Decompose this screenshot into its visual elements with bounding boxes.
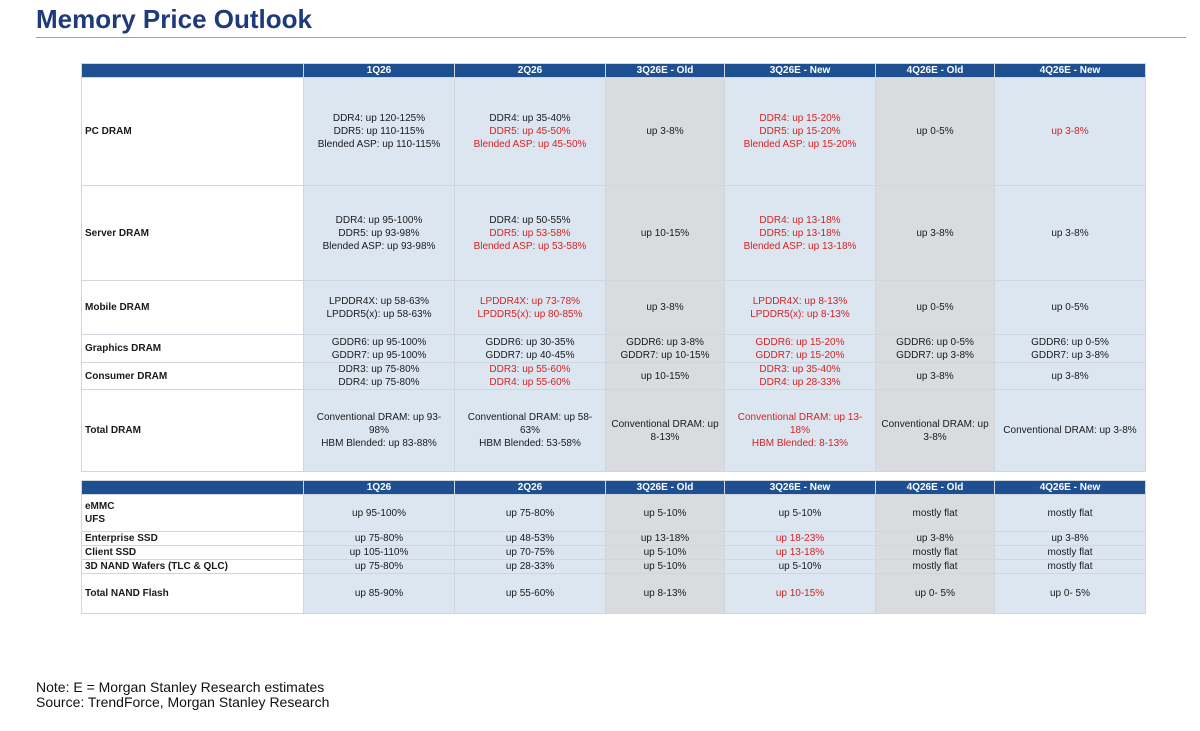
cell-line-revised: GDDR6: up 15-20% <box>755 336 845 348</box>
cell-line: up 0-5% <box>1051 302 1089 313</box>
row-label: Total NAND Flash <box>82 574 304 614</box>
row-label: Enterprise SSD <box>82 532 304 546</box>
cell-line: GDDR6: up 95-100% <box>331 336 427 348</box>
cell-line: up 3-8% <box>916 227 954 239</box>
cell-1q26: up 105-110% <box>304 546 455 560</box>
cell-line-revised: LPDDR5(x): up 8-13% <box>750 308 850 320</box>
header-1q26: 1Q26 <box>304 64 455 78</box>
row-label <box>82 495 304 532</box>
cell-line: DDR5: up 93-98% <box>338 227 420 239</box>
cell-line: up 3-8% <box>646 302 684 313</box>
cell-1q26 <box>304 281 455 335</box>
cell-3q26e-old: up 5-10% <box>606 546 725 560</box>
cell-3q26e-new: up 5-10% <box>725 560 876 574</box>
cell-line: Conventional DRAM: up 93- <box>316 412 442 423</box>
cell-1q26: up 85-90% <box>304 574 455 614</box>
cell-4q26e-new: up 3-8% <box>995 532 1146 546</box>
cell-line: GDDR7: up 3-8% <box>1031 349 1109 361</box>
cell-4q26e-new <box>995 186 1146 281</box>
cell-line-revised: Blended ASP: up 13-18% <box>743 240 857 252</box>
cell-3q26e-new: up 5-10% <box>725 495 876 532</box>
cell-3q26e-old <box>606 186 725 281</box>
row-total-dram <box>82 390 1146 472</box>
cell-line-revised: DDR3: up 35-40% <box>759 364 841 375</box>
cell-line: GDDR7: up 95-100% <box>331 349 427 361</box>
cell-2q26: up 75-80% <box>455 495 606 532</box>
cell-line-revised: DDR5: up 13-18% <box>759 227 841 239</box>
header-4q26e-old: 4Q26E - Old <box>876 64 995 78</box>
cell-line: Conventional DRAM: up 58- <box>467 412 593 423</box>
cell-2q26: up 55-60% <box>455 574 606 614</box>
header-4q26e-new: 4Q26E - New <box>995 481 1146 495</box>
cell-line-revised: DDR5: up 15-20% <box>759 126 841 137</box>
cell-line-revised: GDDR7: up 15-20% <box>755 349 845 361</box>
cell-line: GDDR7: up 10-15% <box>620 349 710 361</box>
cell-line: up 0-5% <box>916 126 954 137</box>
cell-3q26e-new <box>725 78 876 186</box>
cell-1q26: up 75-80% <box>304 560 455 574</box>
cell-4q26e-old: mostly flat <box>876 560 995 574</box>
cell-line: DDR4: up 35-40% <box>489 113 571 124</box>
cell-line: Conventional DRAM: up <box>881 418 989 430</box>
cell-4q26e-old <box>876 186 995 281</box>
cell-3q26e-old: up 5-10% <box>606 560 725 574</box>
cell-line-revised: DDR5: up 45-50% <box>489 126 571 137</box>
cell-line: GDDR6: up 30-35% <box>485 336 575 348</box>
header-1q26: 1Q26 <box>304 481 455 495</box>
cell-line: GDDR6: up 0-5% <box>896 336 974 348</box>
header-4q26e-old: 4Q26E - Old <box>876 481 995 495</box>
cell-4q26e-old: mostly flat <box>876 546 995 560</box>
cell-3q26e-new: up 18-23% <box>725 532 876 546</box>
cell-3q26e-new <box>725 363 876 390</box>
cell-line-revised: Blended ASP: up 53-58% <box>473 240 587 252</box>
cell-4q26e-new: mostly flat <box>995 560 1146 574</box>
row-pc-dram <box>82 78 1146 186</box>
nand-header-row <box>82 481 1146 495</box>
cell-line-revised: DDR4: up 28-33% <box>759 377 841 388</box>
cell-4q26e-old <box>876 390 995 472</box>
cell-3q26e-new <box>725 281 876 335</box>
cell-line: DDR4: up 75-80% <box>338 377 420 388</box>
cell-3q26e-old: up 8-13% <box>606 574 725 614</box>
row-label: 3D NAND Wafers (TLC & QLC) <box>82 560 304 574</box>
cell-line-revised: Blended ASP: up 45-50% <box>473 139 587 150</box>
cell-line: DDR5: up 110-115% <box>333 126 425 137</box>
cell-line-revised: DDR5: up 53-58% <box>489 227 571 239</box>
cell-line-revised: 18% <box>789 425 810 436</box>
cell-line: DDR3: up 75-80% <box>338 364 420 375</box>
cell-2q26 <box>455 363 606 390</box>
row-label-line: eMMC <box>85 501 115 512</box>
cell-2q26 <box>455 186 606 281</box>
cell-2q26: up 70-75% <box>455 546 606 560</box>
cell-1q26: up 75-80% <box>304 532 455 546</box>
cell-line-revised: LPDDR5(x): up 80-85% <box>477 308 583 320</box>
cell-line: GDDR6: up 0-5% <box>1031 336 1109 348</box>
cell-3q26e-new: up 10-15% <box>725 574 876 614</box>
cell-line-revised: DDR4: up 13-18% <box>759 214 841 226</box>
row-enterprise-ssd <box>82 532 1146 546</box>
cell-line: up 3-8% <box>916 370 954 382</box>
cell-4q26e-new <box>995 335 1146 363</box>
row-3d-nand-wafers <box>82 560 1146 574</box>
page-title: Memory Price Outlook <box>36 4 312 34</box>
cell-4q26e-new <box>995 281 1146 335</box>
cell-1q26 <box>304 363 455 390</box>
cell-line: Blended ASP: up 93-98% <box>322 240 436 252</box>
cell-3q26e-old <box>606 390 725 472</box>
cell-4q26e-new: mostly flat <box>995 495 1146 532</box>
cell-4q26e-old <box>876 281 995 335</box>
cell-4q26e-old <box>876 78 995 186</box>
cell-line: Conventional DRAM: up 3-8% <box>1003 425 1137 436</box>
cell-2q26 <box>455 281 606 335</box>
cell-line: HBM Blended: up 83-88% <box>321 438 437 449</box>
cell-line: up 10-15% <box>640 370 690 382</box>
cell-line: GDDR6: up 3-8% <box>626 336 704 348</box>
cell-line: up 3-8% <box>1051 227 1089 239</box>
cell-1q26 <box>304 390 455 472</box>
cell-3q26e-new <box>725 186 876 281</box>
cell-line-revised: DDR4: up 55-60% <box>489 377 571 388</box>
cell-4q26e-new: mostly flat <box>995 546 1146 560</box>
cell-3q26e-old: up 5-10% <box>606 495 725 532</box>
cell-2q26 <box>455 390 606 472</box>
row-graphics-dram <box>82 335 1146 363</box>
cell-line: up 3-8% <box>1051 370 1089 382</box>
cell-4q26e-new <box>995 390 1146 472</box>
note-source: Source: TrendForce, Morgan Stanley Research <box>36 694 330 710</box>
cell-line: 98% <box>368 425 389 436</box>
cell-2q26: up 28-33% <box>455 560 606 574</box>
nand-price-table <box>81 480 1146 614</box>
cell-line: 8-13% <box>650 431 680 443</box>
cell-line: HBM Blended: 53-58% <box>479 438 581 449</box>
row-server-dram <box>82 186 1146 281</box>
cell-3q26e-new <box>725 390 876 472</box>
cell-4q26e-old: up 0- 5% <box>876 574 995 614</box>
cell-2q26: up 48-53% <box>455 532 606 546</box>
cell-line: Conventional DRAM: up <box>611 418 719 430</box>
cell-1q26 <box>304 78 455 186</box>
cell-2q26 <box>455 78 606 186</box>
cell-4q26e-new <box>995 78 1146 186</box>
cell-3q26e-old: up 13-18% <box>606 532 725 546</box>
cell-line-revised: Blended ASP: up 15-20% <box>743 139 857 150</box>
row-label: Consumer DRAM <box>82 363 304 390</box>
row-consumer-dram <box>82 363 1146 390</box>
cell-1q26 <box>304 186 455 281</box>
dram-header-row <box>82 64 1146 78</box>
cell-line: 3-8% <box>923 431 947 443</box>
row-mobile-dram <box>82 281 1146 335</box>
cell-3q26e-old <box>606 281 725 335</box>
header-3q26e-new: 3Q26E - New <box>725 64 876 78</box>
cell-4q26e-old <box>876 335 995 363</box>
cell-3q26e-old <box>606 78 725 186</box>
cell-line-revised: up 3-8% <box>1051 126 1089 137</box>
cell-4q26e-old: up 3-8% <box>876 532 995 546</box>
cell-3q26e-old <box>606 335 725 363</box>
row-emmc-ufs <box>82 495 1146 532</box>
cell-3q26e-new <box>725 335 876 363</box>
row-label: Graphics DRAM <box>82 335 304 363</box>
cell-line: GDDR7: up 3-8% <box>896 349 974 361</box>
cell-line: LPDDR4X: up 58-63% <box>328 295 430 307</box>
cell-line: DDR4: up 95-100% <box>335 214 423 226</box>
cell-1q26: up 95-100% <box>304 495 455 532</box>
row-label-line: UFS <box>85 514 105 525</box>
cell-line-revised: LPDDR4X: up 73-78% <box>479 295 581 307</box>
cell-1q26 <box>304 335 455 363</box>
cell-line: GDDR7: up 40-45% <box>485 349 575 361</box>
dram-price-table <box>81 63 1146 472</box>
row-label: Total DRAM <box>82 390 304 472</box>
cell-line: up 0-5% <box>916 302 954 313</box>
cell-line: DDR4: up 120-125% <box>332 113 426 124</box>
footnotes <box>36 680 329 710</box>
cell-4q26e-old: mostly flat <box>876 495 995 532</box>
header-3q26e-new: 3Q26E - New <box>725 481 876 495</box>
header-2q26: 2Q26 <box>455 481 606 495</box>
cell-line: LPDDR5(x): up 58-63% <box>326 308 432 320</box>
note-estimates: Note: E = Morgan Stanley Research estimates <box>36 679 325 695</box>
row-label: Client SSD <box>82 546 304 560</box>
cell-line-revised: HBM Blended: 8-13% <box>751 438 849 449</box>
cell-4q26e-old <box>876 363 995 390</box>
header-corner <box>82 64 304 78</box>
cell-3q26e-old <box>606 363 725 390</box>
cell-line-revised: LPDDR4X: up 8-13% <box>752 295 848 307</box>
cell-line: DDR4: up 50-55% <box>489 214 571 226</box>
cell-4q26e-new <box>995 363 1146 390</box>
cell-line-revised: Conventional DRAM: up 13- <box>737 412 863 423</box>
cell-line-revised: DDR4: up 15-20% <box>759 113 841 124</box>
cell-3q26e-new: up 13-18% <box>725 546 876 560</box>
header-3q26e-old: 3Q26E - Old <box>606 64 725 78</box>
row-label: Mobile DRAM <box>82 281 304 335</box>
cell-4q26e-new: up 0- 5% <box>995 574 1146 614</box>
header-4q26e-new: 4Q26E - New <box>995 64 1146 78</box>
header-2q26: 2Q26 <box>455 64 606 78</box>
cell-2q26 <box>455 335 606 363</box>
row-label: PC DRAM <box>82 78 304 186</box>
row-label: Server DRAM <box>82 186 304 281</box>
cell-line: up 10-15% <box>640 227 690 239</box>
cell-line: 63% <box>519 425 540 436</box>
row-total-nand <box>82 574 1146 614</box>
header-corner <box>82 481 304 495</box>
title-divider <box>36 37 1186 38</box>
cell-line: up 3-8% <box>646 126 684 137</box>
cell-line-revised: DDR3: up 55-60% <box>489 364 571 375</box>
header-3q26e-old: 3Q26E - Old <box>606 481 725 495</box>
row-client-ssd <box>82 546 1146 560</box>
cell-line: Blended ASP: up 110-115% <box>317 139 441 150</box>
